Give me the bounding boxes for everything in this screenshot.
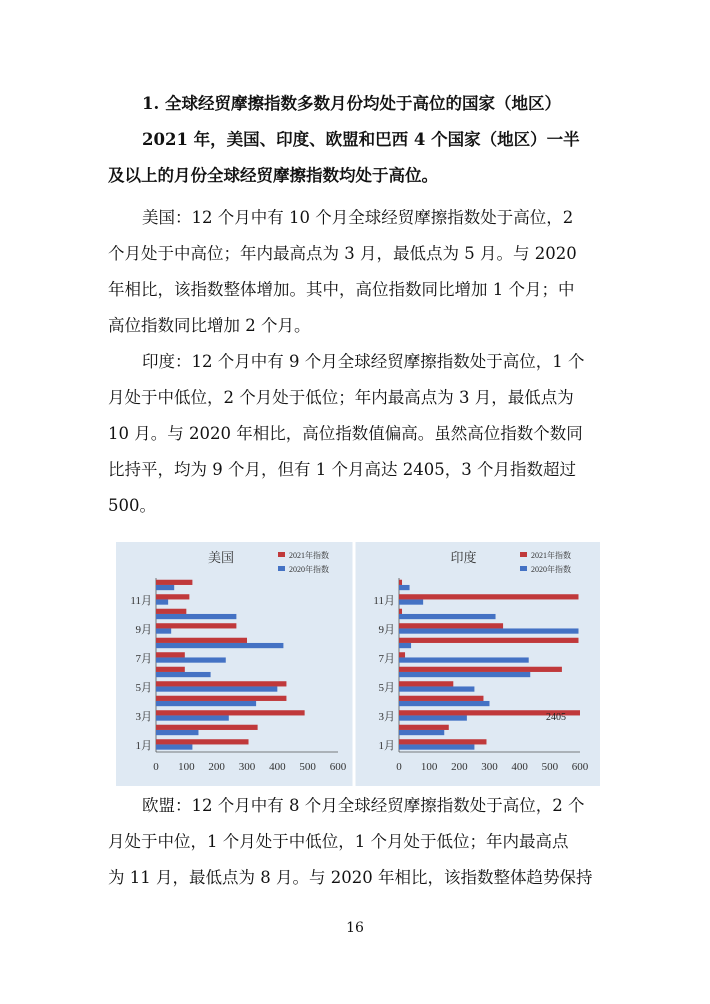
bar-2021	[156, 667, 185, 672]
y-tick-label: 11月	[130, 594, 152, 607]
x-tick-label: 100	[178, 761, 195, 773]
paragraph-line: 比持平，均为 9 个月，但有 1 个月高达 2405，3 个月指数超过	[108, 460, 576, 479]
legend-swatch	[520, 552, 527, 557]
legend-label: 2021年指数	[289, 551, 329, 560]
bar-2021	[399, 609, 402, 614]
paragraph-line: 高位指数同比增加 2 个月。	[108, 316, 311, 335]
y-tick-label: 3月	[135, 710, 152, 723]
bar-2020	[156, 643, 283, 648]
chart-title: 印度	[450, 550, 477, 565]
bar-2021	[156, 652, 185, 657]
bar-2020	[156, 585, 174, 590]
legend-swatch	[278, 552, 285, 557]
x-tick-label: 300	[238, 761, 256, 773]
paragraph-line: 印度：12 个月中有 9 个月全球经贸摩擦指数处于高位，1 个	[142, 352, 585, 371]
x-tick-label: 600	[329, 761, 347, 773]
chart-figure	[116, 542, 600, 786]
legend-label: 2021年指数	[531, 551, 571, 560]
bar-2021	[399, 696, 483, 701]
y-tick-label: 11月	[373, 594, 395, 607]
summary-line-2: 及以上的月份全球经贸摩擦指数均处于高位。	[108, 166, 438, 185]
x-tick-label: 100	[420, 761, 438, 773]
y-tick-label: 9月	[378, 623, 395, 636]
x-tick-label: 0	[153, 761, 159, 773]
bar-2021	[156, 638, 247, 643]
bar-2021	[399, 623, 503, 628]
section-title: 1. 全球经贸摩擦指数多数月份均处于高位的国家（地区）	[142, 94, 561, 113]
bar-2020	[399, 628, 578, 633]
bar-2020	[156, 744, 192, 749]
bar-2021	[399, 638, 578, 643]
page-number: 16	[346, 920, 364, 936]
bar-2020	[399, 730, 444, 735]
paragraph-line: 500。	[108, 496, 156, 515]
bar-2021	[156, 725, 258, 730]
usa-paragraph	[108, 200, 604, 344]
bar-2021	[399, 580, 402, 585]
x-tick-label: 600	[571, 761, 589, 773]
bar-2020	[399, 672, 530, 677]
chart-canvas	[116, 542, 600, 786]
bar-2020	[156, 730, 198, 735]
bar-2021	[399, 681, 453, 686]
x-tick-label: 500	[541, 761, 559, 773]
eu-paragraph	[108, 788, 604, 896]
bar-2021	[399, 739, 486, 744]
paragraph-line: 年相比，该指数整体增加。其中，高位指数同比增加 1 个月；中	[108, 280, 575, 299]
bar-2020	[156, 614, 236, 619]
bar-2020	[399, 657, 529, 662]
bar-2020	[399, 599, 423, 604]
y-tick-label: 1月	[378, 739, 395, 752]
y-tick-label: 7月	[135, 652, 152, 665]
bar-2021	[399, 652, 405, 657]
bar-2021	[156, 739, 249, 744]
bar-2020	[156, 672, 211, 677]
x-tick-label: 500	[299, 761, 316, 773]
paragraph-line: 个月处于中高位；年内最高点为 3 月，最低点为 5 月。与 2020	[108, 244, 577, 263]
bar-2021	[156, 594, 189, 599]
bar-2021	[156, 609, 186, 614]
x-tick-label: 400	[511, 761, 528, 773]
bar-2021	[156, 710, 305, 715]
legend-swatch	[278, 566, 285, 571]
section-heading	[108, 86, 604, 194]
x-tick-label: 300	[481, 761, 498, 773]
bar-2021	[399, 725, 449, 730]
y-tick-label: 5月	[135, 681, 152, 694]
paragraph-line: 欧盟：12 个月中有 8 个月全球经贸摩擦指数处于高位，2 个	[142, 796, 585, 815]
bar-2020	[156, 657, 226, 662]
bar-2020	[399, 686, 474, 691]
bar-2020	[399, 643, 411, 648]
y-tick-label: 1月	[135, 739, 152, 752]
bar-2020	[399, 701, 490, 706]
bar-2020	[156, 686, 277, 691]
bar-2020	[156, 701, 256, 706]
x-tick-label: 400	[269, 761, 286, 773]
bar-2021	[156, 623, 236, 628]
legend-label: 2020年指数	[289, 565, 329, 574]
bar-2021	[156, 681, 286, 686]
paragraph-line: 美国：12 个月中有 10 个月全球经贸摩擦指数处于高位，2	[142, 208, 574, 227]
bar-2021	[156, 580, 192, 585]
bar-2021	[399, 594, 578, 599]
summary-line-1: 2021 年，美国、印度、欧盟和巴西 4 个国家（地区）一半	[142, 130, 580, 149]
bar-2020	[399, 744, 474, 749]
y-tick-label: 3月	[378, 710, 395, 723]
legend-label: 2020年指数	[531, 565, 571, 574]
bar-2020	[399, 585, 410, 590]
x-tick-label: 200	[451, 761, 468, 773]
y-tick-label: 9月	[135, 623, 152, 636]
bar-2020	[399, 715, 467, 720]
paragraph-line: 月处于中位，1 个月处于中低位，1 个月处于低位；年内最高点	[108, 832, 569, 851]
bar-2020	[156, 715, 229, 720]
x-tick-label: 0	[396, 761, 402, 773]
data-label: 2405	[546, 711, 566, 723]
paragraph-line: 10 月。与 2020 年相比，高位指数值偏高。虽然高位指数个数同	[108, 424, 583, 443]
x-tick-label: 200	[208, 761, 225, 773]
bar-2021	[399, 667, 562, 672]
paragraph-line: 为 11 月，最低点为 8 月。与 2020 年相比，该指数整体趋势保持	[108, 868, 593, 887]
y-tick-label: 5月	[378, 681, 395, 694]
y-tick-label: 7月	[378, 652, 395, 665]
legend-swatch	[520, 566, 527, 571]
paragraph-line: 月处于中低位，2 个月处于低位；年内最高点为 3 月，最低点为	[108, 388, 574, 407]
chart-title: 美国	[207, 550, 235, 565]
bar-2020	[156, 628, 171, 633]
bar-2021	[156, 696, 286, 701]
india-paragraph	[108, 344, 604, 524]
bar-2020	[156, 599, 168, 604]
bar-2020	[399, 614, 496, 619]
